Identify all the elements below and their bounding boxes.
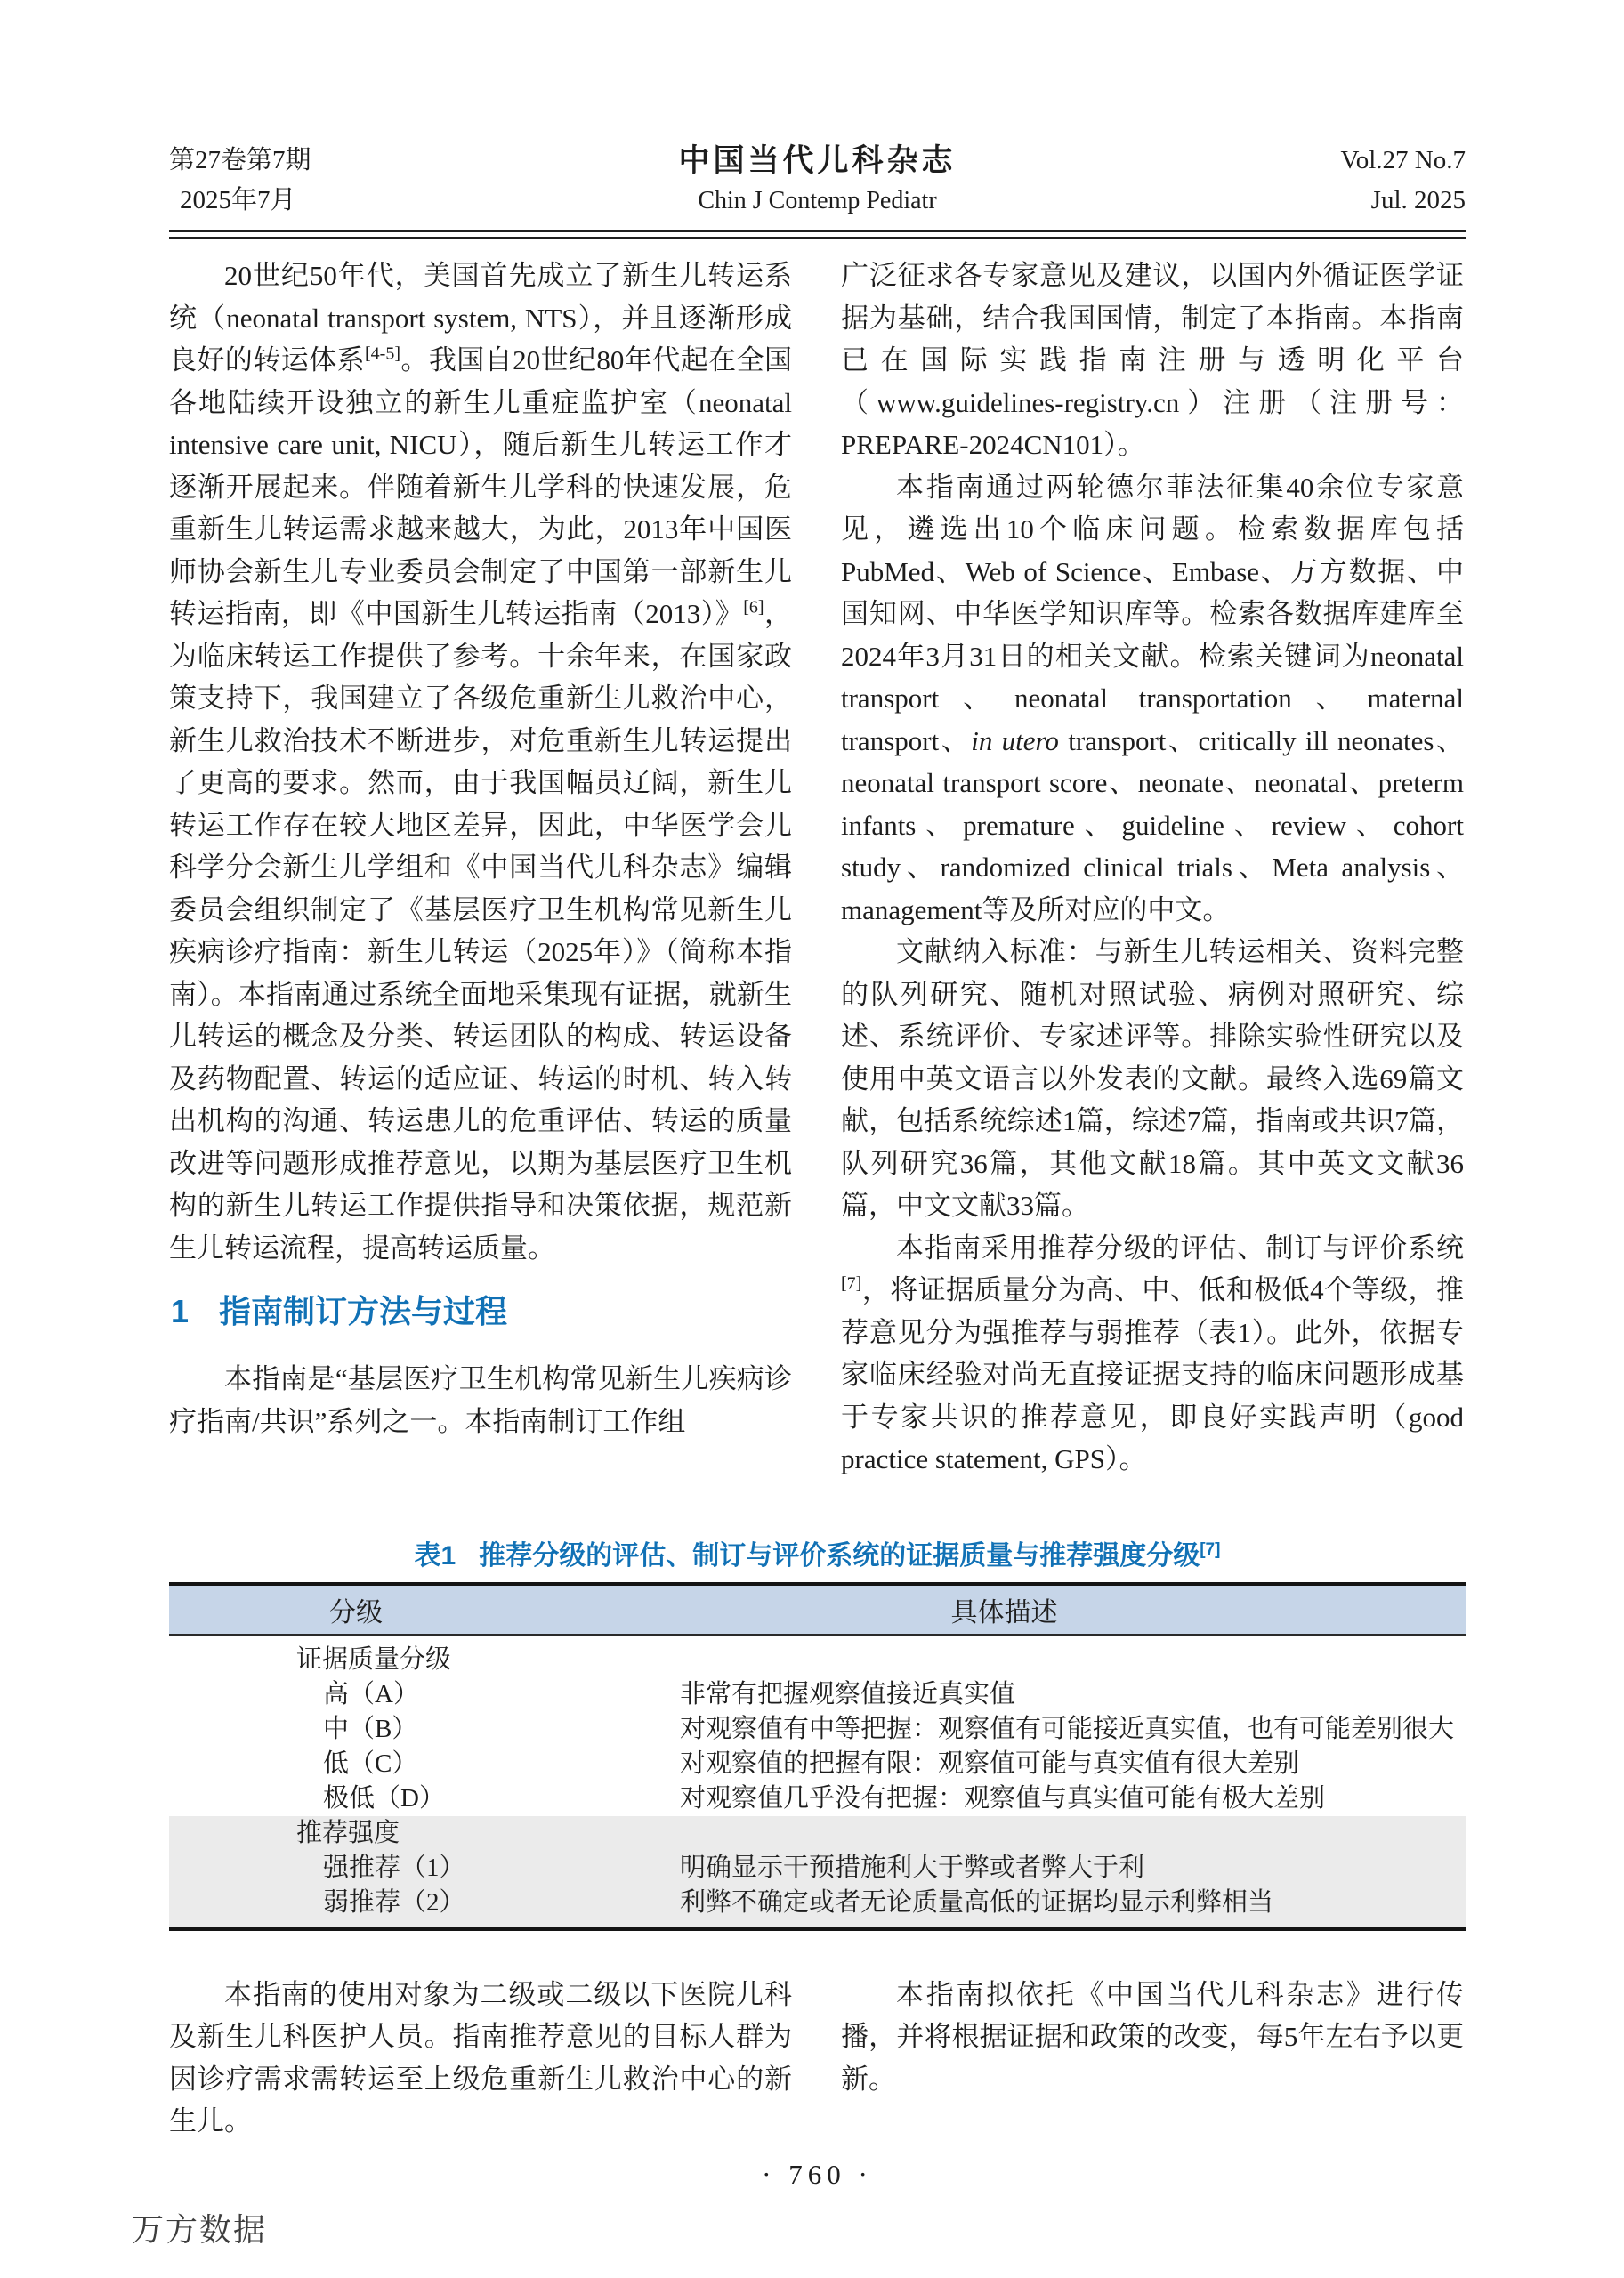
grade-cell: 中（B） — [323, 1714, 418, 1743]
volume-issue-en: Vol.27 No.7 — [1340, 146, 1466, 174]
text-run: ，将证据质量分为高、中、低和极低4个等级，推荐意见分为强推荐与弱推荐（表1）。此外，依据专家临床经验对尚无直接证据支持的临床问题形成基于专家共识的推荐意见，即良好实践声明（good practice statement, GPS）。 — [841, 1274, 1464, 1474]
page-number: · 760 · — [762, 2158, 873, 2190]
table-row — [169, 1677, 1466, 1712]
table-row — [169, 1712, 1466, 1747]
bottom-right-column — [841, 1974, 1464, 2143]
bottom-left-column — [169, 1974, 792, 2143]
running-head-center — [400, 141, 1234, 221]
section-number: 1 — [171, 1293, 190, 1329]
grade-cell: 高（A） — [323, 1679, 419, 1708]
table-row — [169, 1747, 1466, 1781]
text-run: transport、critically ill neonates、neonatal transport score、neonate、neonatal、preterm infants、premature、guideline、review、cohort study、randomized clinical trials、Meta analysis、management等及所对应的中文。 — [841, 724, 1464, 925]
table-row — [169, 1886, 1466, 1929]
section-title: 指南制订方法与过程 — [219, 1293, 508, 1329]
running-head-right — [1234, 141, 1466, 221]
table-body — [169, 1635, 1466, 1929]
citation-ref: [4-5] — [365, 343, 400, 364]
desc-cell: 对观察值有中等把握：观察值有可能接近真实值，也有可能差别很大 — [680, 1714, 1455, 1743]
text-run: ，为临床转运工作提供了参考。十余年来，在国家政策支持下，我国建立了各级危重新生儿救治中心，新生儿救治技术不断进步，对危重新生儿转运提出了更高的要求。然而，由于我国幅员辽阔，新生儿转运工作存在较大地区差异，因此，中华医学会儿科学分会新生儿学组和《中国当代儿科杂志》编辑委员会组织制定了《基层医疗卫生机构常见新生儿疾病诊疗指南：新生儿转运（2025年）》（简称本指南）。本指南通过系统全面地采集现有证据，就新生儿转运的概念及分类、转运团队的构成、转运设备及药物配置、转运的适应证、转运的时机、转入转出机构的沟通、转运患儿的危重评估、转运的质量改进等问题形成推荐意见，以期为基层医疗卫生机构的新生儿转运工作提供指导和决策依据，规范新生儿转运流程，提高转运质量。 — [169, 598, 792, 1264]
table-header — [169, 1584, 1466, 1635]
citation-ref: [7] — [841, 1273, 862, 1294]
table-header-row — [169, 1584, 1466, 1635]
date-cn: 2025年7月 — [180, 186, 296, 214]
journal-title-cn: 中国当代儿科杂志 — [678, 143, 957, 178]
header-divider — [169, 230, 1466, 239]
table-label: 表1 — [414, 1540, 456, 1571]
column-header-description: 具体描述 — [543, 1584, 1466, 1635]
date-en: Jul. 2025 — [1370, 186, 1466, 214]
search-strategy-paragraph — [841, 466, 1464, 932]
running-head-left — [169, 141, 400, 221]
methods-paragraph-left: 本指南是“基层医疗卫生机构常见新生儿疾病诊疗指南/共识”系列之一。本指南制订工作组 — [169, 1363, 792, 1437]
desc-cell: 对观察值的把握有限：观察值可能与真实值有很大差别 — [680, 1749, 1300, 1778]
column-header-grade: 分级 — [169, 1584, 543, 1635]
grade-cell: 证据质量分级 — [296, 1644, 452, 1674]
section-1-heading — [171, 1288, 792, 1335]
grade-cell: 强推荐（1） — [323, 1853, 465, 1882]
table-title: 推荐分级的评估、制订与评价系统的证据质量与推荐强度分级 — [479, 1540, 1200, 1571]
right-column — [841, 254, 1464, 1481]
grade-cell: 弱推荐（2） — [323, 1887, 465, 1917]
table-1-caption — [169, 1538, 1466, 1575]
bottom-columns — [169, 1974, 1466, 2143]
grade-system-paragraph — [841, 1227, 1464, 1481]
desc-cell: 对观察值几乎没有把握：观察值与真实值可能有极大差别 — [680, 1783, 1326, 1813]
left-column — [169, 254, 792, 1481]
text-run: 20世纪50年代，美国首先成立了新生儿转运系统（neonatal transport system, NTS），并且逐渐形成良好的转运体系 — [169, 260, 792, 376]
desc-cell: 利弊不确定或者无论质量高低的证据均显示利弊相当 — [680, 1887, 1274, 1917]
table-row — [169, 1781, 1466, 1816]
table-row — [169, 1851, 1466, 1886]
desc-cell — [543, 1635, 1466, 1677]
grade-cell: 低（C） — [323, 1749, 418, 1778]
methods-paragraph-right: 广泛征求各专家意见及建议，以国内外循证医学证据为基础，结合我国国情，制定了本指南。本指南已在国际实践指南注册与透明化平台（www.guidelines-registry.cn）注册（注册号：PREPARE-2024CN101）。 — [841, 260, 1464, 460]
italic-term: in utero — [971, 724, 1059, 756]
dissemination-paragraph: 本指南拟依托《中国当代儿科杂志》进行传播，并将根据证据和政策的改变，每5年左右予以更新。 — [841, 1978, 1464, 2095]
grade-table — [169, 1582, 1466, 1931]
text-run: 本指南采用推荐分级的评估、制订与评价系统 — [896, 1232, 1464, 1264]
volume-issue-cn: 第27卷第7期 — [169, 146, 311, 174]
table-row — [169, 1635, 1466, 1677]
table-row — [169, 1816, 1466, 1851]
journal-title-en: Chin J Contemp Pediatr — [698, 187, 937, 214]
desc-cell: 非常有把握观察值接近真实值 — [680, 1679, 1016, 1708]
running-head — [169, 141, 1466, 221]
text-run: 。我国自20世纪80年代起在全国各地陆续开设独立的新生儿重症监护室（neonatal intensive care unit, NICU），随后新生儿转运工作才逐渐开展起来。伴随着新生儿学科的快速发展，危重新生儿转运需求越来越大，为此，2013年中国医师协会新生儿专业委员会制定了中国第一部新生儿转运指南，即《中国新生儿转运指南（2013）》 — [169, 344, 793, 629]
citation-ref: [7] — [1200, 1539, 1221, 1559]
body-columns — [169, 254, 1466, 1481]
target-users-paragraph: 本指南的使用对象为二级或二级以下医院儿科及新生儿科医护人员。指南推荐意见的目标人群为因诊疗需求需转运至上级危重新生儿救治中心的新生儿。 — [169, 1978, 792, 2137]
grade-cell: 极低（D） — [323, 1783, 445, 1813]
wanfang-watermark: 万方数据 — [132, 2211, 268, 2248]
desc-cell: 明确显示干预措施利大于弊或者弊大于利 — [680, 1853, 1145, 1882]
table-1-section — [169, 1538, 1466, 1931]
intro-paragraph — [169, 254, 792, 1269]
desc-cell — [543, 1816, 1466, 1851]
citation-ref: [6] — [743, 597, 764, 618]
grade-cell: 推荐强度 — [296, 1818, 400, 1847]
inclusion-criteria-paragraph: 文献纳入标准：与新生儿转运相关、资料完整的队列研究、随机对照试验、病例对照研究、综述、系统评价、专家述评等。排除实验性研究以及使用中英文语言以外发表的文献。最终入选69篇文献，包括系统综述1篇，综述7篇，指南或共识7篇，队列研究36篇，其他文献18篇。其中英文文献36篇，中文文献33篇。 — [841, 936, 1464, 1221]
text-run: 本指南通过两轮德尔菲法征集40余位专家意见，遴选出10个临床问题。检索数据库包括PubMed、Web of Science、Embase、万方数据、中国知网、中华医学知识库等。检索各数据库建库至2024年3月31日的相关文献。检索关键词为neonatal transport、neonatal transportation、maternal transport、 — [841, 471, 1464, 756]
